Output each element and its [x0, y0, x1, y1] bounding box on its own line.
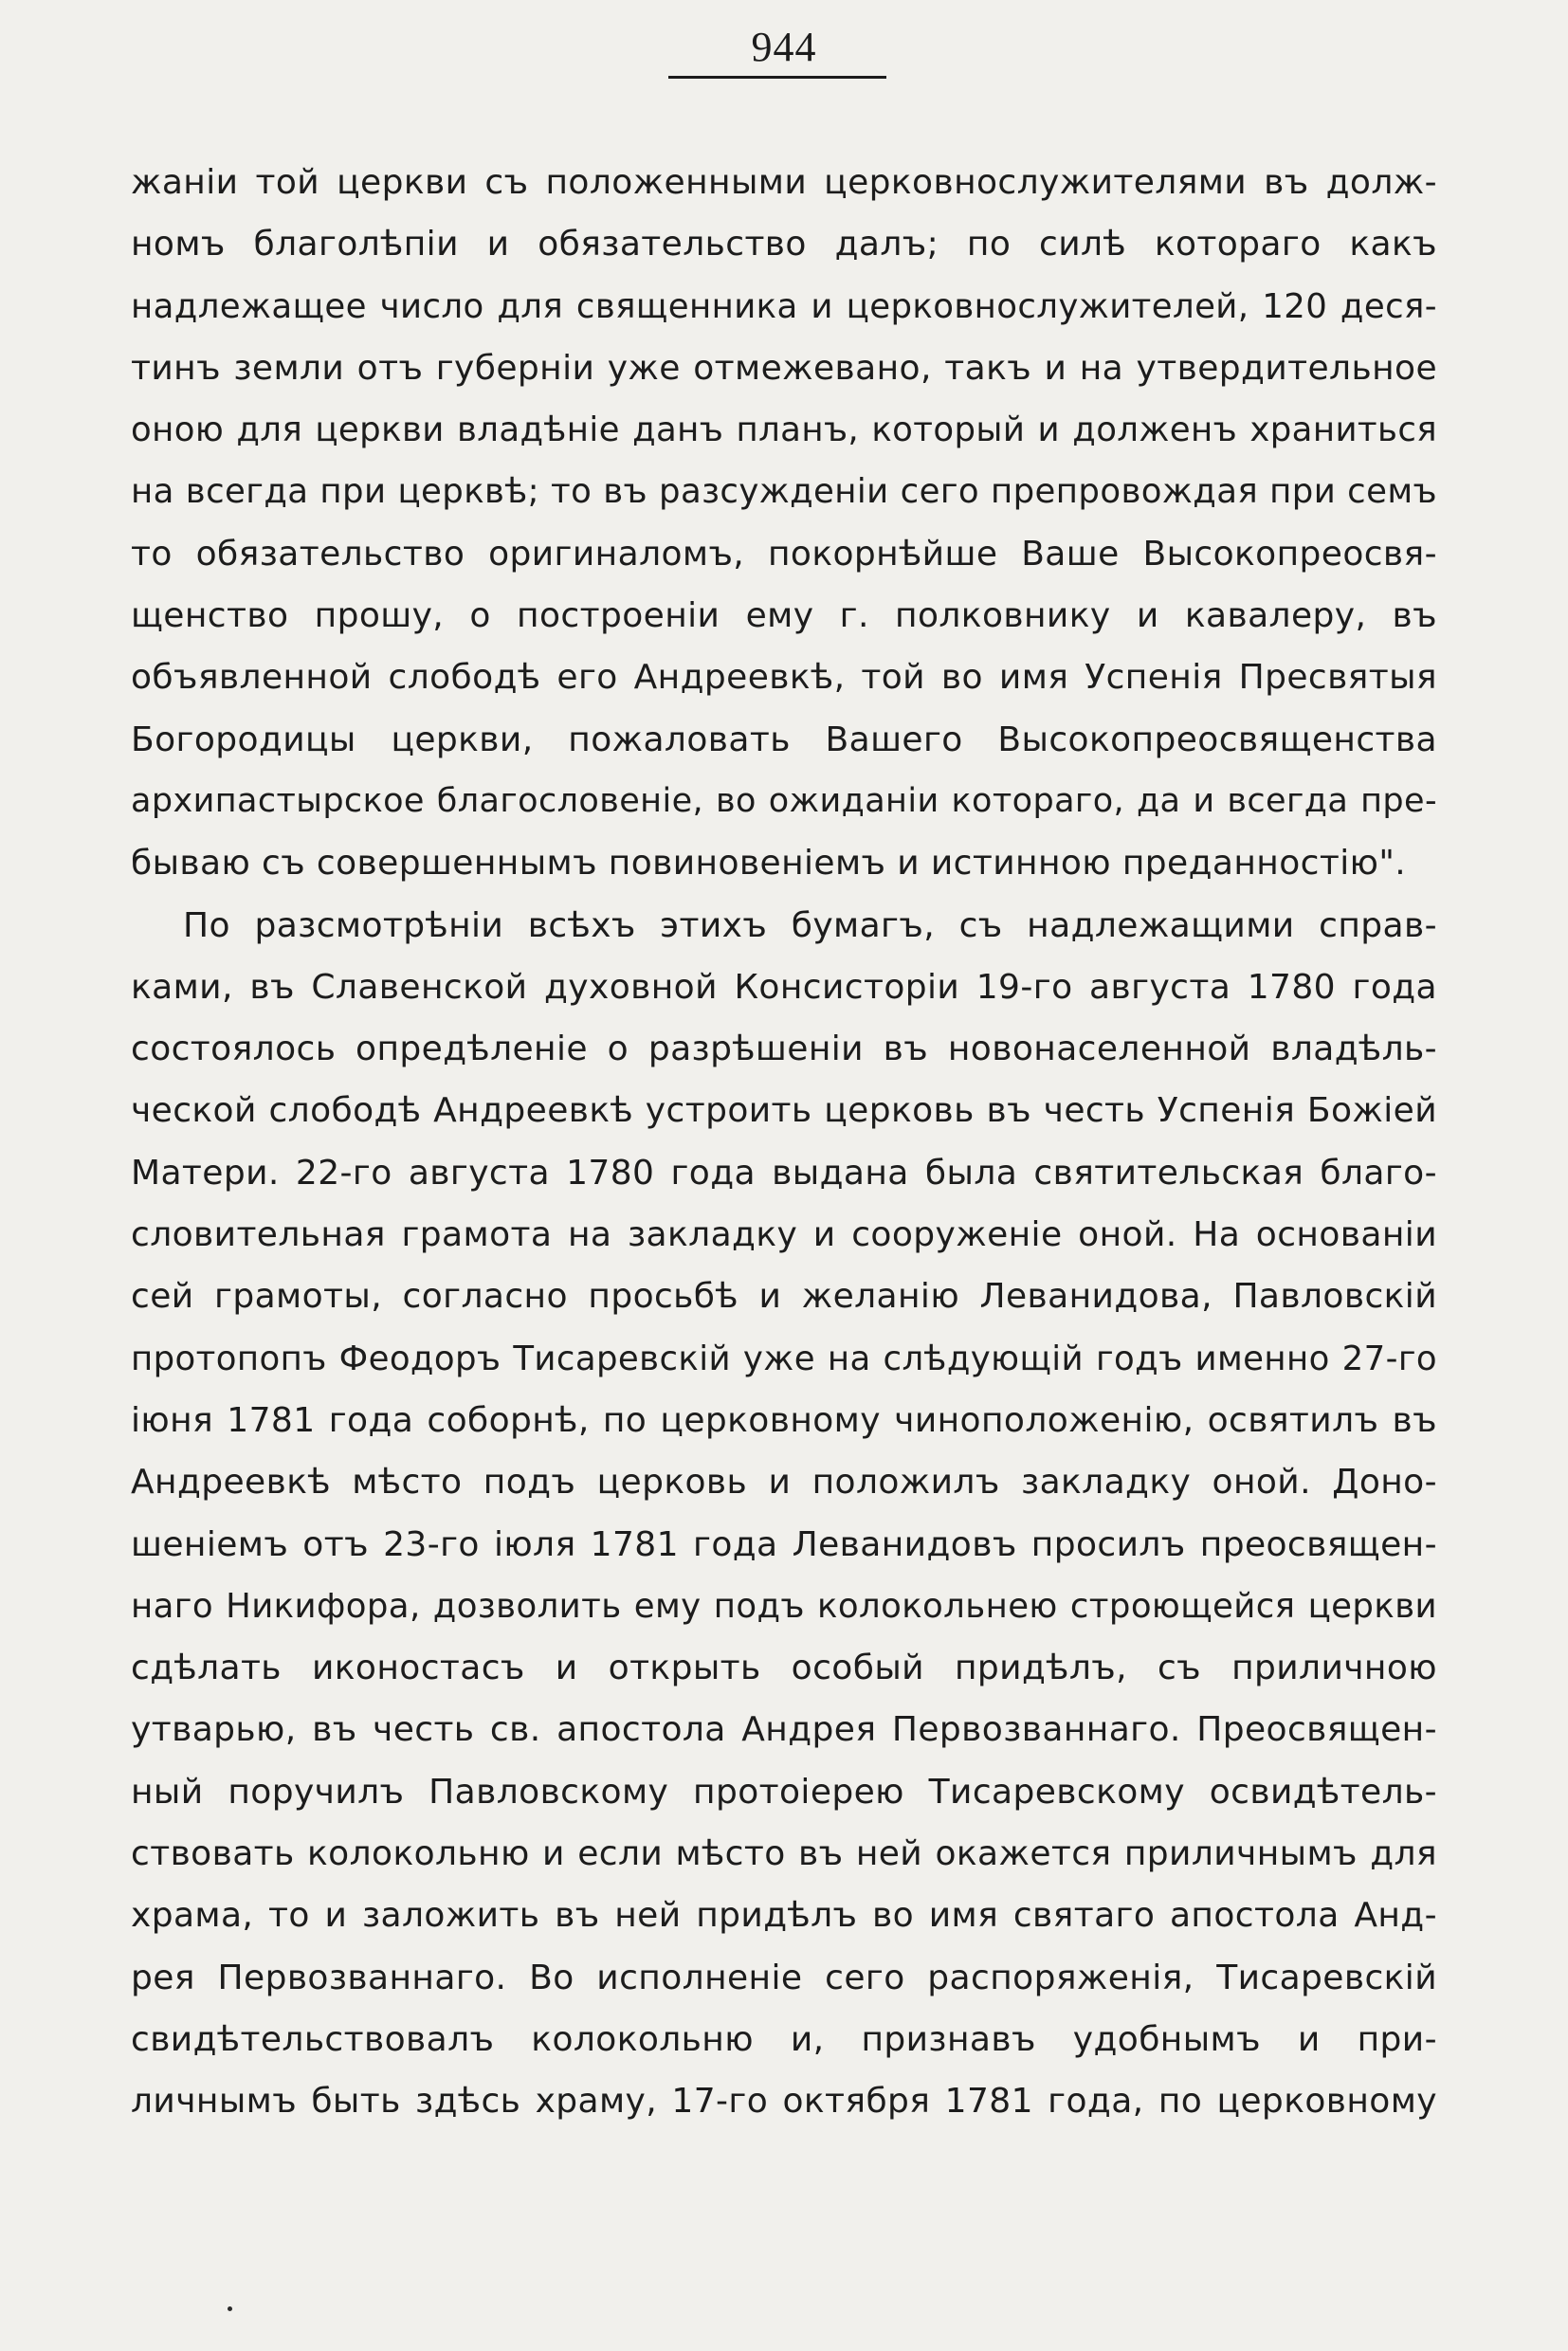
text-line: шенiемъ отъ 23-го iюля 1781 года Леванидовъ просилъ преосвящен-	[131, 1524, 1437, 1564]
text-line: сей грамоты, согласно просьбѣ и желанiю Леванидова, Павловскiй	[131, 1277, 1437, 1317]
text-line: ческой слободѣ Андреевкѣ устроить церковь въ честь Успенiя Божiей	[131, 1091, 1437, 1131]
text-line: свидѣтельствовалъ колокольню и, признавъ удобнымъ и при-	[131, 2019, 1437, 2059]
text-line: надлежащее число для священника и церковнослужителей, 120 деся-	[131, 286, 1437, 326]
paragraph-1	[131, 152, 1437, 895]
text-line: Матери. 22-го августа 1780 года выдана была святительская благо-	[131, 1153, 1437, 1193]
text-line: личнымъ быть здѣсь храму, 17-го октября 1781 года, по церковному	[131, 2082, 1437, 2122]
text-line: храма, то и заложить въ ней придѣлъ во имя святаго апостола Анд-	[131, 1896, 1437, 1936]
text-line: Андреевкѣ мѣсто подъ церковь и положилъ закладку оной. Доно-	[131, 1463, 1437, 1503]
text-line: жанiи той церкви съ положенными церковнослужителями въ долж-	[131, 163, 1437, 202]
page-number: 944	[751, 24, 817, 70]
text-line: словительная грамота на закладку и сооруженiе оной. На основанiи	[131, 1215, 1437, 1255]
text-line: то обязательство оригиналомъ, покорнѣйше Ваше Высокопреосвя-	[131, 534, 1437, 574]
header-rule	[668, 76, 886, 79]
text-line: наго Никифора, дозволить ему подъ колокольнею строющейся церкви	[131, 1586, 1437, 1626]
text-line: сдѣлать иконостасъ и открыть особый придѣлъ, съ приличною	[131, 1649, 1437, 1688]
text-line: оною для церкви владѣнiе данъ планъ, который и долженъ храниться	[131, 410, 1437, 450]
text-line: протопопъ Феодоръ Тисаревскiй уже на слѣдующiй годъ именно 27-го	[131, 1339, 1437, 1378]
text-line: рея Первозваннаго. Во исполненiе сего распоряженiя, Тисаревскiй	[131, 1958, 1437, 1997]
text-line: Богородицы церкви, пожаловать Вашего Высокопреосвященства	[131, 720, 1437, 759]
text-line: По разсмотрѣнiи всѣхъ этихъ бумагъ, съ надлежащими справ-	[183, 905, 1437, 945]
print-speck	[228, 2306, 232, 2311]
text-line: тинъ земли отъ губернiи уже отмежевано, такъ и на утвердительное	[131, 348, 1437, 388]
text-line: утварью, въ честь св. апостола Андрея Первозваннаго. Преосвящен-	[131, 1710, 1437, 1750]
text-line: ный поручилъ Павловскому протоiерею Тисаревскому освидѣтель-	[131, 1772, 1437, 1812]
text-line: состоялось опредѣленiе о разрѣшенiи въ новонаселенной владѣль-	[131, 1030, 1437, 1069]
text-line: номъ благолѣпiи и обязательство далъ; по силѣ котораго какъ	[131, 225, 1437, 264]
text-line: на всегда при церквѣ; то въ разсужденiи сего препровождая при семъ	[131, 472, 1437, 512]
text-line: бываю съ совершеннымъ повиновенiемъ и истинною преданностiю".	[131, 844, 1407, 884]
text-line: объявленной слободѣ его Андреевкѣ, той во имя Успенiя Пресвятыя	[131, 658, 1437, 698]
text-line: ствовать колокольню и если мѣсто въ ней окажется приличнымъ для	[131, 1834, 1437, 1874]
text-line: iюня 1781 года соборнѣ, по церковному чиноположенiю, освятилъ въ	[131, 1400, 1437, 1440]
text-line: ками, въ Славенской духовной Консисторiи 19-го августа 1780 года	[131, 967, 1437, 1007]
paragraph-2	[131, 895, 1437, 2133]
text-body	[131, 152, 1437, 2133]
page-header	[0, 21, 1568, 74]
text-line: архипастырское благословенiе, во ожиданiи котораго, да и всегда пре-	[131, 781, 1437, 820]
text-line: щенство прошу, о построенiи ему г. полковнику и кавалеру, въ	[131, 596, 1437, 636]
